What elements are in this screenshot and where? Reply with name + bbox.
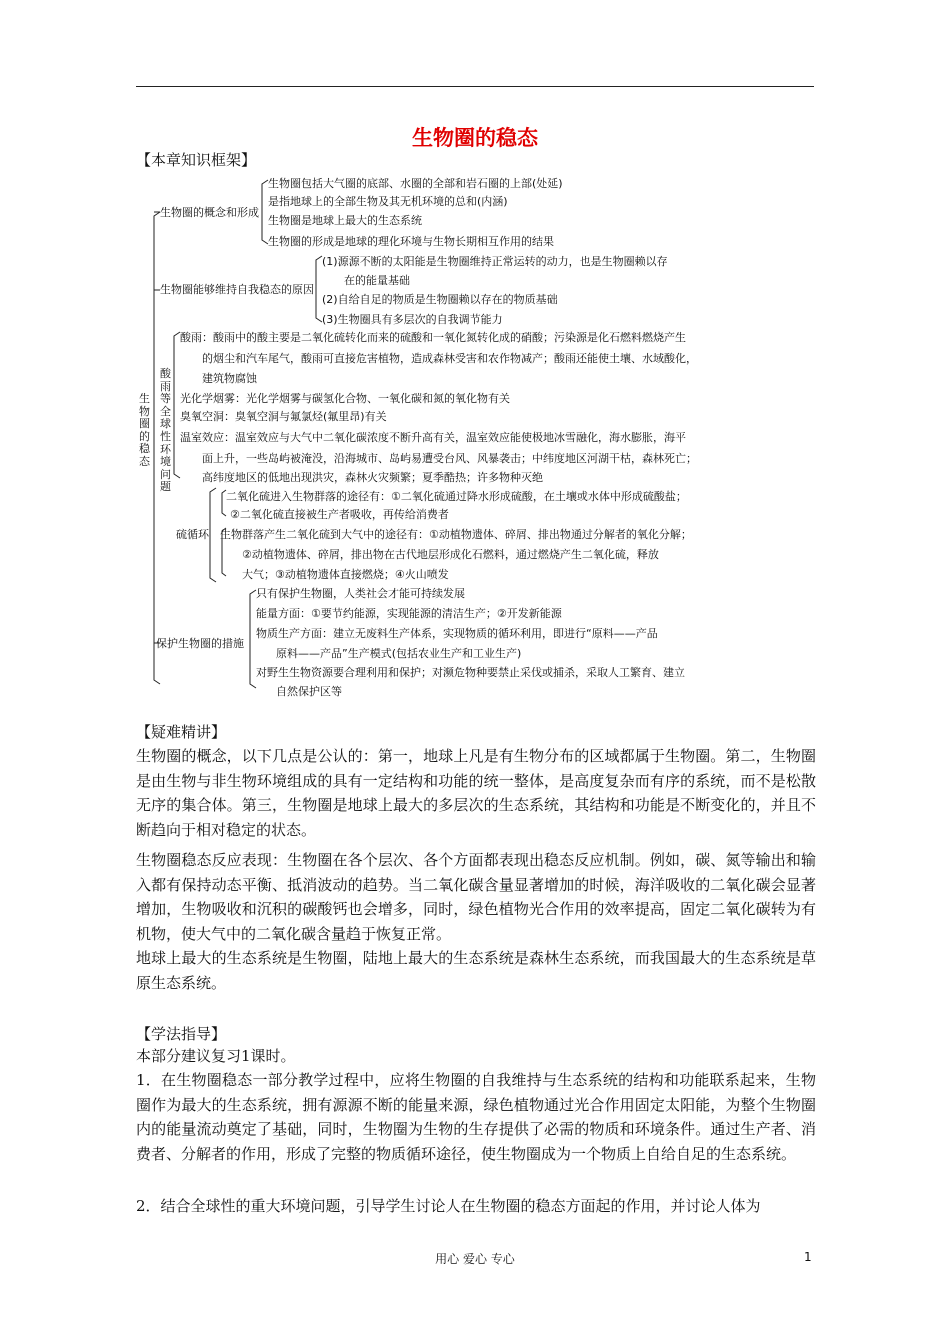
outline-vertical-main: 生物圈的稳态 bbox=[139, 392, 150, 468]
outline-sulfur-line: 二氧化硫进入生物群落的途径有：①二氧化硫通过降水形成硫酸，在土壤或水体中形成硫酸盐； bbox=[226, 490, 687, 503]
outline-env-line: 酸雨：酸雨中的酸主要是二氧化硫转化而来的硫酸和一氧化氮转化成的硝酸；污染源是化石燃料燃烧产生 bbox=[180, 331, 686, 344]
outline-env-line: 建筑物腐蚀 bbox=[202, 372, 257, 385]
outline-env-line: 高纬度地区的低地出现洪灾，森林火灾频繁；夏季酷热；许多物种灭绝 bbox=[202, 471, 543, 484]
method-paragraph: 2．结合全球性的重大环境问题，引导学生讨论人在生物圈的稳态方面起的作用，并讨论人体为 bbox=[136, 1197, 761, 1215]
method-paragraph: 本部分建议复习1课时。 bbox=[136, 1047, 296, 1065]
outline-protect-line: 自然保护区等 bbox=[276, 685, 342, 698]
outline-maintain-item: 在的能量基础 bbox=[344, 274, 410, 287]
footer-text: 用心 爱心 专心 bbox=[435, 1252, 515, 1266]
outline-env-line: 面上升，一些岛屿被淹没，沿海城市、岛屿易遭受台风、风暴袭击；中纬度地区河湖干枯，森林死亡； bbox=[202, 452, 697, 465]
page-number: 1 bbox=[804, 1250, 812, 1264]
difficulty-paragraph: 地球上最大的生态系统是生物圈，陆地上最大的生态系统是森林生态系统，而我国最大的生态系统是草原生态系统。 bbox=[136, 949, 816, 992]
difficulty-paragraph: 生物圈的概念，以下几点是公认的：第一，地球上凡是有生物分布的区域都属于生物圈。第二，生物圈是由生物与非生物环境组成的具有一定结构和功能的统一整体，是高度复杂而有序的系统，而不是松散无序的集合体。第三，生物圈是地球上最大的多层次的生态系统，其结构和功能是不断变化的，并且不断趋向于相对稳定的状态。 bbox=[136, 747, 816, 839]
outline-sulfur-label: 硫循环 bbox=[176, 528, 209, 541]
section-difficulty: 【疑难精讲】 bbox=[136, 723, 227, 741]
outline-protect-line: 能量方面：①要节约能源，实现能源的清洁生产；②开发新能源 bbox=[256, 607, 562, 620]
outline-maintain-item: (1)源源不断的太阳能是生物圈维持正常运转的动力，也是生物圈赖以存 bbox=[322, 255, 668, 268]
outline-maintain-item: (2)自给自足的物质是生物圈赖以存在的物质基础 bbox=[322, 293, 558, 306]
section-method: 【学法指导】 bbox=[136, 1025, 227, 1043]
outline-protect-label: 保护生物圈的措施 bbox=[156, 637, 244, 650]
outline-sulfur-line: 大气；③动植物遗体直接燃烧；④火山喷发 bbox=[242, 568, 449, 581]
method-paragraph: 1．在生物圈稳态一部分教学过程中，应将生物圈的自我维持与生态系统的结构和功能联系起来，生物圈作为最大的生态系统，拥有源源不断的能量来源，绿色植物通过光合作用固定太阳能，为整个生物圈内的能量流动奠定了基础，同时，生物圈为生物的生存提供了必需的物质和环境条件。通过生产者、消费者、分解者的作用，形成了完整的物质循环途径，使生物圈成为一个物质上自给自足的生态系统。 bbox=[136, 1071, 816, 1163]
difficulty-paragraph: 生物圈稳态反应表现：生物圈在各个层次、各个方面都表现出稳态反应机制。例如，碳、氮等输出和输入都有保持动态平衡、抵消波动的趋势。当二氧化碳含量显著增加的时候，海洋吸收的二氧化碳会显著增加，生物吸收和沉积的碳酸钙也会增多，同时，绿色植物光合作用的效率提高，固定二氧化碳转为有机物，使大气中的二氧化碳含量趋于恢复正常。 bbox=[136, 851, 816, 943]
outline-maintain-label: 生物圈能够维持自我稳态的原因 bbox=[160, 283, 314, 296]
outline-sulfur-line: ②二氧化硫直接被生产者吸收，再传给消费者 bbox=[230, 508, 449, 521]
outline-protect-line: 对野生生物资源要合理利用和保护；对濒危物种要禁止采伐或捕杀，采取人工繁育、建立 bbox=[256, 666, 685, 679]
outline-env-line: 的烟尘和汽车尾气，酸雨可直接危害植物，造成森林受害和农作物减产；酸雨还能使土壤、水域酸化， bbox=[202, 352, 697, 365]
outline-protect-line: 原料——产品”生产模式(包括农业生产和工业生产) bbox=[276, 647, 522, 660]
section-framework: 【本章知识框架】 bbox=[136, 151, 257, 169]
outline-concept-item: 生物圈是地球上最大的生态系统 bbox=[268, 214, 422, 227]
outline-protect-line: 只有保护生物圈，人类社会才能可持续发展 bbox=[256, 587, 465, 600]
outline-concept-item: 生物圈的形成是地球的理化环境与生物长期相互作用的结果 bbox=[268, 235, 554, 248]
page-title: 生物圈的稳态 bbox=[412, 126, 538, 150]
outline-sulfur-line: 生物群落产生二氧化硫到大气中的途径有：①动植物遗体、碎屑、排出物通过分解者的氧化分解； bbox=[220, 528, 692, 541]
outline-concept-item: 是指地球上的全部生物及其无机环境的总和(内涵) bbox=[268, 195, 508, 208]
outline-env-line: 光化学烟雾：光化学烟雾与碳氢化合物、一氧化碳和氮的氧化物有关 bbox=[180, 392, 510, 405]
outline-protect-line: 物质生产方面：建立无废料生产体系，实现物质的循环利用，即进行“原料——产品 bbox=[256, 627, 658, 640]
outline-concept-item: 生物圈包括大气圈的底部、水圈的全部和岩石圈的上部(处延) bbox=[268, 177, 563, 190]
outline-env-line: 臭氧空洞：臭氧空洞与氟氯烃(氟里昂)有关 bbox=[180, 410, 387, 423]
outline-sulfur-line: ②动植物遗体、碎屑，排出物在古代地层形成化石燃料，通过燃烧产生二氧化硫，释放 bbox=[242, 548, 659, 561]
outline-env-line: 温室效应：温室效应与大气中二氧化碳浓度不断升高有关，温室效应能使极地冰雪融化，海水膨胀，海平 bbox=[180, 431, 686, 444]
outline-concept-label: 生物圈的概念和形成 bbox=[160, 206, 259, 219]
outline-maintain-item: (3)生物圈具有多层次的自我调节能力 bbox=[322, 313, 503, 326]
outline-vertical-env: 酸雨等全球性环境问题 bbox=[160, 367, 171, 494]
